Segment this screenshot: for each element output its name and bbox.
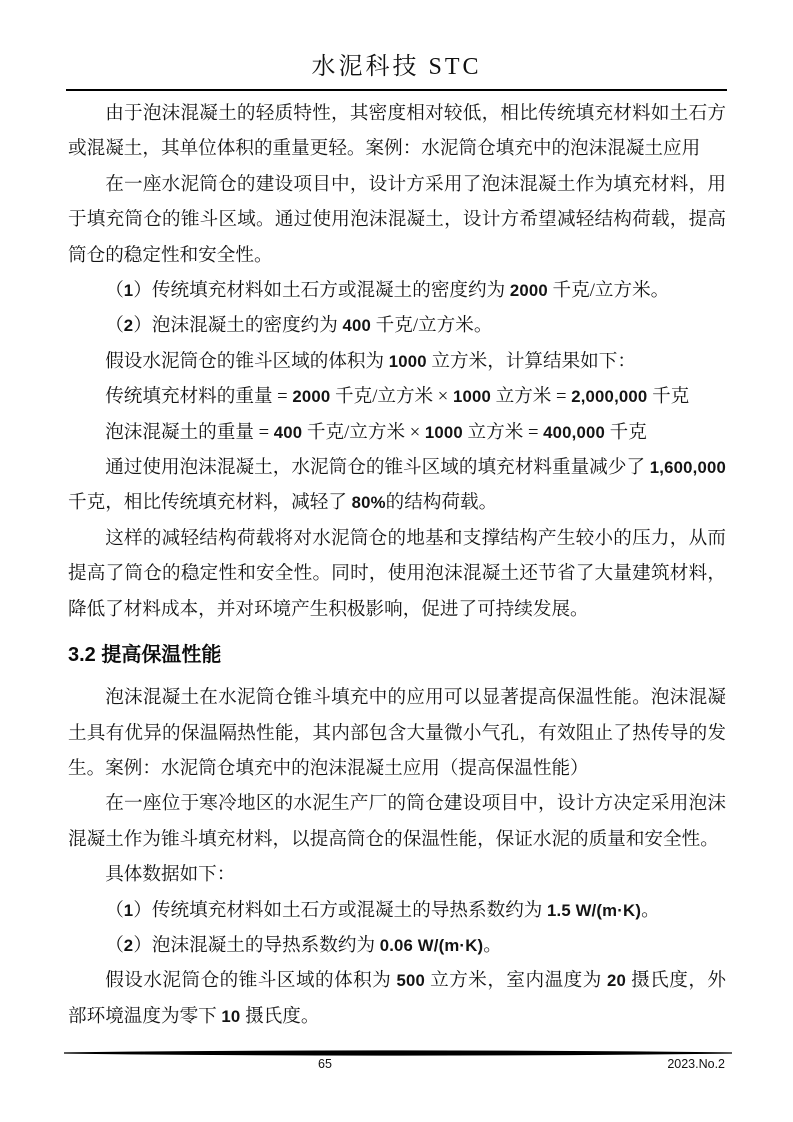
list-item-density-foam: （2）泡沫混凝土的密度约为 400 千克/立方米。 <box>105 315 493 337</box>
paragraph-case-silo-project: 在一座水泥筒仓的建设项目中，设计方采用了泡沫混凝土作为填充材料，用于填充筒仓的锥斗区域。通过使用泡沫混凝土，设计方希望减轻结构荷载，提高筒仓的稳定性和安全性。 <box>68 173 726 266</box>
paragraph-assumption-volume-500: 假设水泥筒仓的锥斗区域的体积为 500 立方米，室内温度为 20 摄氏度，外部环境温度为零下 10 摄氏度。 <box>68 970 726 1027</box>
section-heading-3-2: 3.2 提高保温性能 <box>68 644 222 667</box>
paragraph-case-cold-region: 在一座位于寒冷地区的水泥生产厂的筒仓建设项目中，设计方决定采用泡沫混凝土作为锥斗填充材料，以提高筒仓的保温性能，保证水泥的质量和安全性。 <box>68 793 726 850</box>
list-item-density-traditional: （1）传统填充材料如土石方或混凝土的密度约为 2000 千克/立方米。 <box>105 280 670 302</box>
page-number: 65 <box>318 1057 332 1071</box>
footer-rule <box>64 1049 732 1057</box>
paragraph-assumption-volume-1000: 假设水泥筒仓的锥斗区域的体积为 1000 立方米，计算结果如下： <box>105 350 636 372</box>
paragraph-data-intro: 具体数据如下： <box>105 864 236 886</box>
issue-number: 2023.No.2 <box>667 1057 725 1071</box>
header-rule <box>66 89 727 91</box>
paragraph-structural-benefits: 这样的减轻结构荷载将对水泥筒仓的地基和支撑结构产生较小的压力，从而提高了筒仓的稳定性和安全性。同时，使用泡沫混凝土还节省了大量建筑材料，降低了材料成本，并对环境产生积极影响，促进了可持续发展。 <box>68 527 726 620</box>
formula-traditional-weight: 传统填充材料的重量 = 2000 千克/立方米 × 1000 立方米 = 2,000,000 千克 <box>105 386 690 408</box>
list-item-conductivity-foam: （2）泡沫混凝土的导热系数约为 0.06 W/(m·K)。 <box>105 934 502 956</box>
document-body <box>68 96 726 1034</box>
paragraph-insulation-intro: 泡沫混凝土在水泥筒仓锥斗填充中的应用可以显著提高保温性能。泡沫混凝土具有优异的保温隔热性能，其内部包含大量微小气孔，有效阻止了热传导的发生。案例：水泥筒仓填充中的泡沫混凝土应用（提高保温性能） <box>68 687 726 779</box>
paragraph-weight-reduction: 通过使用泡沫混凝土，水泥筒仓的锥斗区域的填充材料重量减少了 1,600,000 千克，相比传统填充材料，减轻了 80%的结构荷载。 <box>68 457 726 514</box>
list-item-conductivity-traditional: （1）传统填充材料如土石方或混凝土的导热系数约为 1.5 W/(m·K)。 <box>105 899 660 921</box>
journal-title: 水泥科技 STC <box>311 54 482 80</box>
paragraph-intro-lightweight: 由于泡沫混凝土的轻质特性，其密度相对较低，相比传统填充材料如土石方或混凝土，其单位体积的重量更轻。案例：水泥筒仓填充中的泡沫混凝土应用 <box>68 103 726 160</box>
formula-foam-weight: 泡沫混凝土的重量 = 400 千克/立方米 × 1000 立方米 = 400,000 千克 <box>105 421 647 443</box>
